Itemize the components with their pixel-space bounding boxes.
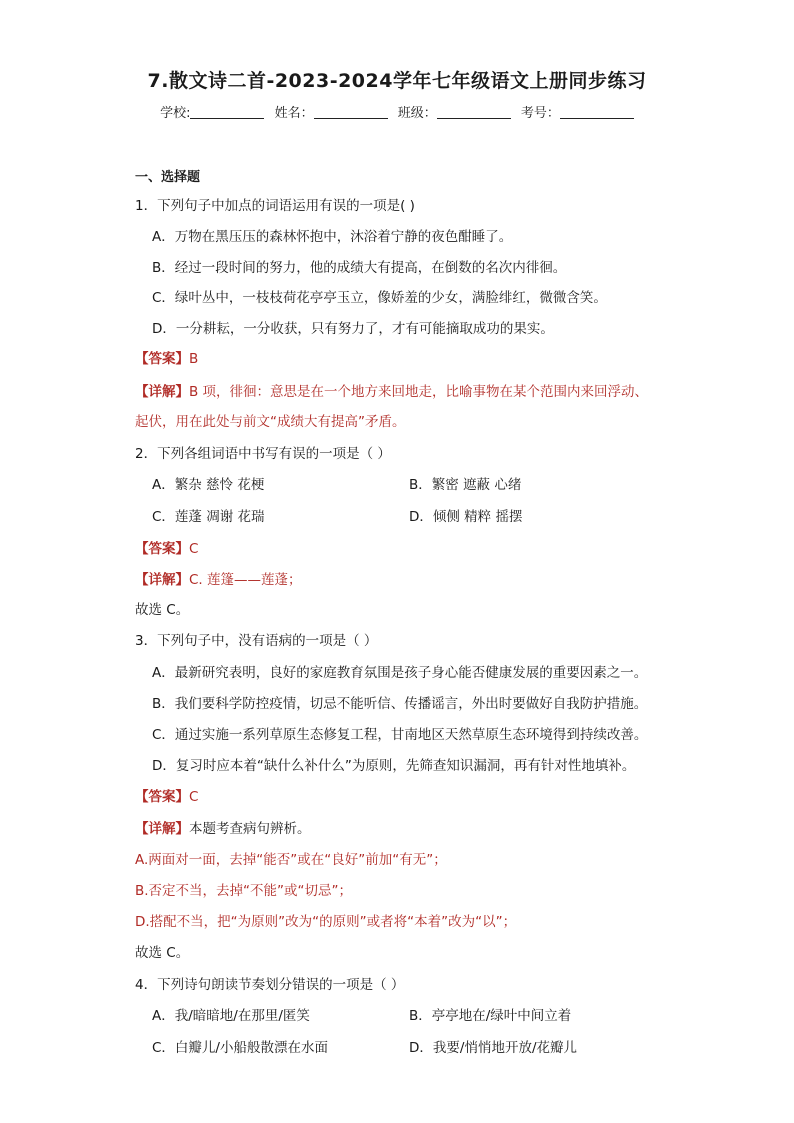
q2-option-d: D．倾侧 精粹 摇摆: [409, 509, 523, 525]
q1-option-c: C．绿叶丛中，一枝枝荷花亭亭玉立，像娇羞的少女，满脸绯红，微微含笑。: [152, 290, 607, 306]
q4-option-d: D．我要/悄悄地开放/花瓣儿: [409, 1040, 577, 1056]
q4-option-c: C．白瓣儿/小船般散漂在水面: [152, 1040, 328, 1056]
exam-no-blank[interactable]: [560, 104, 634, 119]
q1-detail-line-1: [135, 380, 648, 400]
name-blank[interactable]: [314, 104, 388, 119]
q1-option-a: A．万物在黑压压的森林怀抱中，沐浴着宁静的夜色酣睡了。: [152, 229, 513, 245]
answer-tag: 【答案】: [135, 541, 189, 557]
q3-conclusion: 故选 C。: [135, 945, 190, 961]
q1-option-b: B．经过一段时间的努力，他的成绩大有提高，在倒数的名次内徘徊。: [152, 260, 567, 276]
q3-answer: [135, 785, 198, 805]
class-blank[interactable]: [437, 104, 511, 119]
q2-detail: [135, 568, 302, 588]
q2-answer: [135, 537, 198, 557]
q3-detail: [135, 817, 311, 837]
q3-note-b: B.否定不当，去掉“不能”或“切忌”；: [135, 883, 353, 899]
name-label: 姓名：: [274, 106, 314, 121]
school-label: 学校:: [160, 106, 191, 121]
answer-value: B: [189, 351, 199, 367]
answer-tag: 【答案】: [135, 351, 189, 367]
detail-text: C. 莲篷——莲蓬；: [189, 572, 302, 588]
section-heading: 一、选择题: [135, 170, 201, 185]
page-title: 7.散文诗二首-2023-2024学年七年级语文上册同步练习: [147, 70, 647, 92]
answer-value: C: [189, 789, 199, 805]
detail-text: 本题考查病句辨析。: [189, 821, 311, 837]
detail-tag: 【详解】: [135, 572, 189, 588]
q3-option-b: B．我们要科学防控疫情，切忌不能听信、传播谣言，外出时要做好自我防护措施。: [152, 696, 648, 712]
q3-note-a: A.两面对一面，去掉“能否”或在“良好”前加“有无”；: [135, 852, 447, 868]
q4-option-a: A．我/暗暗地/在那里/匿笑: [152, 1008, 310, 1024]
class-label: 班级：: [397, 106, 437, 121]
q3-option-c: C．通过实施一系列草原生态修复工程，甘南地区天然草原生态环境得到持续改善。: [152, 727, 648, 743]
q3-stem: 3．下列句子中，没有语病的一项是（ ）: [135, 633, 378, 649]
answer-value: C: [189, 541, 199, 557]
q2-conclusion: 故选 C。: [135, 602, 190, 618]
q4-stem: 4．下列诗句朗读节奏划分错误的一项是（ ）: [135, 977, 405, 993]
exam-no-label: 考号：: [520, 106, 560, 121]
q3-note-d: D.搭配不当，把“为原则”改为“的原则”或者将“本着”改为“以”；: [135, 914, 517, 930]
detail-tag: 【详解】: [135, 821, 189, 837]
q1-detail-line-2: 起伏，用在此处与前文“成绩大有提高”矛盾。: [135, 414, 406, 430]
detail-text: B 项，徘徊：意思是在一个地方来回地走，比喻事物在某个范围内来回浮动、: [189, 384, 649, 400]
answer-tag: 【答案】: [135, 789, 189, 805]
student-info-line: [0, 102, 794, 121]
q1-stem: 1．下列句子中加点的词语运用有误的一项是( ): [135, 198, 415, 214]
q2-stem: 2．下列各组词语中书写有误的一项是（ ）: [135, 446, 391, 462]
q3-option-d: D．复习时应本着“缺什么补什么”为原则，先筛查知识漏洞，再有针对性地填补。: [152, 758, 636, 774]
q2-option-c: C．莲蓬 凋谢 花瑞: [152, 509, 265, 525]
q1-option-d: D．一分耕耘，一分收获，只有努力了，才有可能摘取成功的果实。: [152, 321, 554, 337]
q2-option-a: A．繁杂 慈怜 花梗: [152, 477, 265, 493]
detail-tag: 【详解】: [135, 384, 189, 400]
q1-answer: [135, 347, 198, 367]
q3-option-a: A．最新研究表明，良好的家庭教育氛围是孩子身心能否健康发展的重要因素之一。: [152, 665, 648, 681]
q2-option-b: B．繁密 遮蔽 心绪: [409, 477, 522, 493]
q4-option-b: B．亭亭地在/绿叶中间立着: [409, 1008, 572, 1024]
school-blank[interactable]: [190, 104, 264, 119]
